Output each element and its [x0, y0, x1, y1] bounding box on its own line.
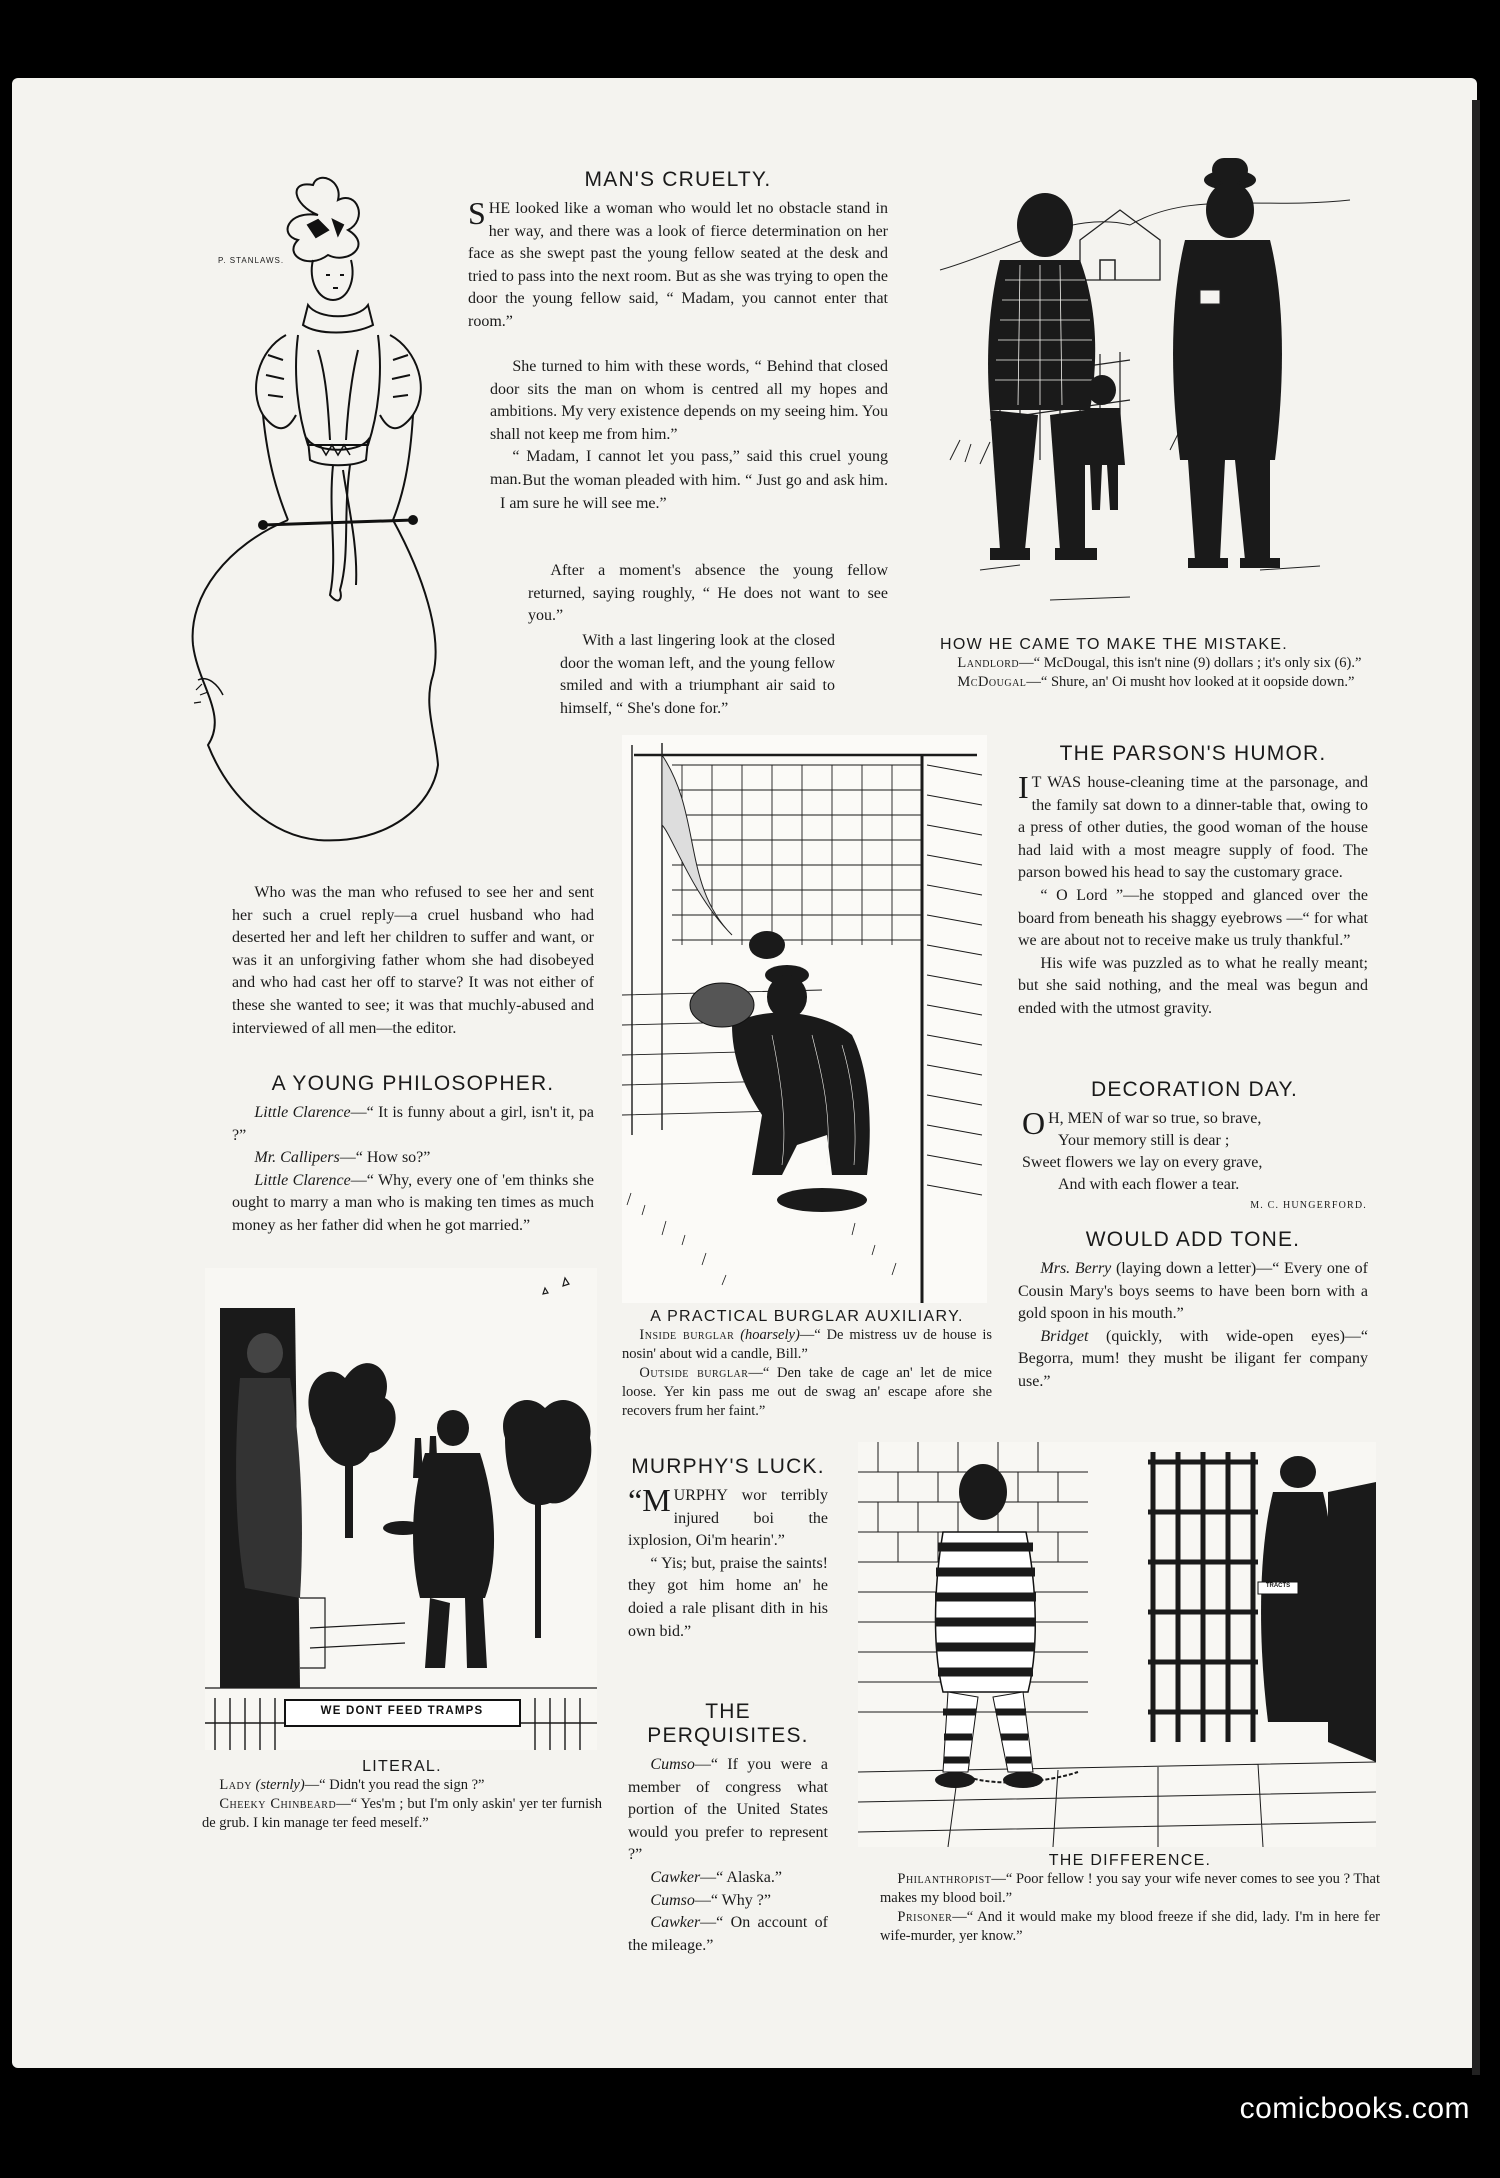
perquisites-line2: Cawker—“ Alaska.” — [650, 1868, 782, 1886]
mans-cruelty-p2: She turned to him with these words, “ Behind that closed door sits the man on whom is centred all my hopes and ambitions. My very existence depends on my seeing him. You shall not keep me from him.” — [490, 358, 888, 443]
mans-cruelty-p1: SHE looked like a woman who would let no obstacle stand in her way, and there was a look of fierce determination on her face as she swept past the young fellow seated at the desk and tried to pass into the next room. But as she was trying to open the door the young fellow said, “ Madam, you cannot enter that room.” — [468, 195, 888, 330]
tone-line1: Mrs. Berry (laying down a letter)—“ Every one of Cousin Mary's boys seems to have been born with a gold spoon in his mouth.” — [1018, 1260, 1369, 1323]
poem-author: M. C. HUNGERFORD. — [1250, 1200, 1367, 1211]
mans-cruelty-p6-block — [560, 630, 835, 720]
murphy-article — [628, 1455, 828, 1643]
mistake-illustration — [930, 130, 1375, 630]
page-gutter — [1472, 100, 1480, 2080]
parson-p1: I T WAS house-cleaning time at the parsonage, and the family sat down to a dinner-table that, owing to a press of other duties, the good woman of the house had laid with a most meagre supply of food. The parson bowed his head to say the customary grace. — [1018, 769, 1368, 882]
perquisites-heading: THE PERQUISITES. — [647, 1700, 809, 1747]
mans-cruelty-article — [468, 168, 888, 334]
mans-cruelty-heading: MAN'S CRUELTY. — [584, 168, 772, 191]
poem-line1: O H, MEN of war so true, so brave, — [1022, 1105, 1262, 1141]
mans-cruelty-p7-block — [232, 882, 594, 1040]
burglar-caption — [622, 1308, 992, 1421]
mans-cruelty-p4-block — [500, 470, 888, 515]
mistake-line1: Landlord—“ McDougal, this isn't nine (9) dollars ; it's only six (6).” — [957, 655, 1362, 671]
mans-cruelty-p7: Who was the man who refused to see her and sent her such a cruel reply—a cruel husband who had deserted her and left her children to suffer and want, or was it an unforgiving father whom she had disobeyed and who had cast her off to starve? It was not either of these she wanted to see; it was that muchly-abused and interviewed of all men—the editor. — [232, 884, 594, 1037]
difference-caption-title: THE DIFFERENCE. — [1048, 1852, 1212, 1869]
dropcap: O — [1022, 1105, 1046, 1141]
literal-caption — [202, 1758, 602, 1833]
decoration-article — [1022, 1078, 1367, 1211]
tone-article — [1018, 1228, 1368, 1394]
dropcap: “M — [628, 1482, 671, 1518]
perquisites-article — [628, 1700, 828, 1957]
mans-cruelty-p5-block — [528, 560, 888, 628]
philosopher-heading: A YOUNG PHILOSOPHER. — [271, 1072, 555, 1095]
tramp-sign: WE DONT FEED TRAMPS — [320, 1705, 484, 1717]
burglar-line1: Inside burglar (hoarsely)—“ De mistress uv de house is nosin' about wid a candle, Bill.” — [622, 1327, 993, 1362]
mans-cruelty-p6: With a last lingering look at the closed door the woman left, and the young fellow smiled and with a triumphant air said to himself, “ She's done for.” — [560, 632, 835, 717]
parson-p3: His wife was puzzled as to what he really meant; but she said nothing, and the meal was begun and ended with the utmost gravity. — [1018, 954, 1368, 1017]
tracts-badge: TRACTS — [1265, 1583, 1291, 1589]
philosopher-line2: Mr. Callipers—“ How so?” — [254, 1149, 431, 1167]
burglar-illustration — [622, 735, 987, 1303]
philosopher-article — [232, 1072, 594, 1238]
difference-line2: Prisoner—“ And it would make my blood freeze if she did, lady. I'm in here fer wife-murder, yer know.” — [880, 1909, 1380, 1944]
literal-line2: Cheeky Chinbeard—“ Yes'm ; but I'm only askin' yer ter furnish de grub. I kin manage ter feed meself.” — [202, 1796, 602, 1831]
difference-illustration — [858, 1442, 1376, 1847]
literal-line1: Lady (sternly)—“ Didn't you read the sign ?” — [219, 1777, 485, 1793]
poem-line3: Sweet flowers we lay on every grave, — [1022, 1154, 1263, 1171]
mistake-caption — [940, 636, 1380, 692]
mans-cruelty-p4: But the woman pleaded with him. “ Just go and ask him. I am sure he will see me.” — [500, 472, 888, 512]
burglar-line2: Outside burglar—“ Den take de cage an' let de mice loose. Yer kin pass me out de swag an' escape afore she recovers frum her faint.” — [622, 1365, 992, 1419]
poem-line4: And with each flower a tear. — [1058, 1176, 1240, 1193]
parson-p2: “ O Lord ”—he stopped and glanced over the board from beneath his shaggy eyebrows —“ for what we are about not to receive make us truly thankful.” — [1018, 886, 1368, 950]
perquisites-line1: Cumso—“ If you were a member of congress what portion of the United States would you prefer to represent ?” — [628, 1756, 828, 1864]
murphy-p1: “M URPHY wor terribly injured boi the ixplosion, Oi'm hearin'.” — [628, 1482, 828, 1550]
murphy-heading: MURPHY'S LUCK. — [631, 1455, 825, 1478]
mans-cruelty-body — [468, 195, 888, 334]
parson-heading: THE PARSON'S HUMOR. — [1059, 742, 1327, 765]
site-watermark: comicbooks.com — [1239, 2092, 1470, 2125]
dropcap: I — [1018, 769, 1029, 805]
murphy-p2: “ Yis; but, praise the saints! they got him home an' he doied a rale plisant dith in his own bid.” — [628, 1554, 828, 1640]
mans-cruelty-p3: “ Madam, I cannot let you pass,” said this cruel young man. — [490, 448, 888, 488]
parson-article — [1018, 742, 1368, 1021]
artist-signature: P. STANLAWS. — [218, 256, 285, 265]
perquisites-line4: Cawker—“ On account of the mileage.” — [628, 1914, 828, 1954]
mistake-line2: McDougal—“ Shure, an' Oi musht hov looked at it oopside down.” — [957, 674, 1355, 690]
philosopher-line1: Little Clarence—“ It is funny about a girl, isn't it, pa ?” — [232, 1104, 595, 1144]
difference-line1: Philanthropist—“ Poor fellow ! you say your wife never comes to see you ? That makes my blood boil.” — [880, 1871, 1380, 1906]
perquisites-line3: Cumso—“ Why ?” — [650, 1891, 771, 1909]
dropcap: S — [468, 195, 486, 231]
tone-line2: Bridget (quickly, with wide-open eyes)—“ Begorra, mum! they musht be iligant fer company use.” — [1018, 1327, 1368, 1390]
philosopher-line3: Little Clarence—“ Why, every one of 'em thinks she ought to marry a man who is making ten times as much money as her father did when he got married.” — [232, 1171, 594, 1234]
literal-caption-title: LITERAL. — [362, 1758, 442, 1775]
decoration-heading: DECORATION DAY. — [1090, 1078, 1299, 1101]
woman-illustration — [168, 175, 488, 855]
tone-heading: WOULD ADD TONE. — [1085, 1228, 1301, 1251]
bottom-band — [0, 2075, 1500, 2178]
literal-illustration — [205, 1268, 597, 1750]
burglar-caption-title: A PRACTICAL BURGLAR AUXILIARY. — [650, 1308, 964, 1325]
poem-line2: Your memory still is dear ; — [1058, 1132, 1230, 1149]
difference-caption — [880, 1852, 1380, 1946]
mans-cruelty-p5: After a moment's absence the young fellow returned, saying roughly, “ He does not want to see you.” — [528, 562, 888, 625]
mistake-caption-title: HOW HE CAME TO MAKE THE MISTAKE. — [940, 636, 1289, 653]
